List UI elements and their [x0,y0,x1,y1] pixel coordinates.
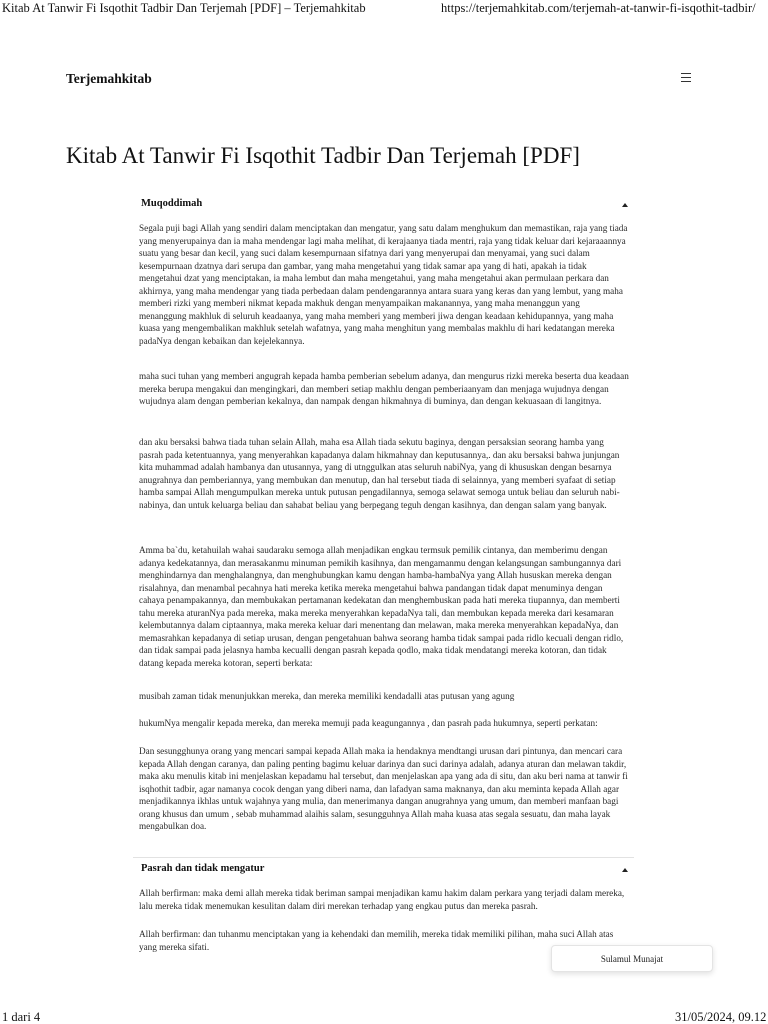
section-heading: Pasrah dan tidak mengatur [141,863,265,874]
paragraph: maha suci tuhan yang memberi angugrah kepada hamba pemberian sebelum adanya, dan mengurus rizki mereka beserta dua keadaan mereka berupa mengakui dan mengingkari, dan memberi setiap makhlu dengan pemberiaanyam dan menjaga wujudnya dengan wujudnya alam dengan pemberian kekalnya, dan nampak dengan hikmahnya di buminya, dan dengan kekuasaan di langitnya. [139,371,629,406]
paragraph: Dan sesungghunya orang yang mencari sampai kepada Allah maka ia hendaknya mendtangi urusan dari pintunya, dan mencari cara kepada Allah dengan caranya, dan paling penting bagimu keluar darinya dan suci darinya adalah, adanya aturan dan melawan takdir, maka aku menulis kitab ini menjelaskan kepadamu hal tersebut, dan menjelaskan apa yang ada di situ, dan aku beri nama at tanwir fi isqhothit tadbir, agar namanya cocok dengan yang diberi nama, dan lafadyan sama maknanya, dan aku meminta kepada Allah agar menjadikannya ikhlas untuk wajahnya yang mulia, dan menerimanya dangan anugrahnya yang umum, dan memberi manfaan bagi orang khusus dan umum , sebab muhammad alaihis salam, sesungguhnya Allah maha kuasa atas segala sesuatu, dan maha layak mengabulkan doa. [139,746,628,831]
paragraph: Allah berfirman: maka demi allah mereka tidak beriman sampai menjadikan kamu hakim dalam perkara yang terjadi dalam mereka, lalu mereka tidak menemukan kesulitan dalam diri merekan terhadap yang engkau putus dan mereka pasrah. [139,888,625,911]
page-title: Kitab At Tanwir Fi Isqothit Tadbir Dan Terjemah [PDF] [66,143,580,168]
hamburger-menu-icon[interactable] [681,73,691,82]
caret-up-icon [622,203,628,207]
print-datetime: 31/05/2024, 09.12 [675,1010,767,1024]
print-page-title: Kitab At Tanwir Fi Isqothit Tadbir Dan Terjemah [PDF] – Terjemahkitab [2,1,366,15]
paragraph: Amma ba`du, ketahuilah wahai saudaraku semoga allah menjadikan engkau termsuk pemilik cintanya, dan memberimu dengan adanya kedekatannya, dan merasakanmu minuman pemikih kasihnya, dan mengamanmu dengan kelangsungan sambungannya dari menghindarnya dan menghalangnya, dan menghubungkan kamu dengan hamba-hambaNya yang Allah hususkan mereka dengan risalahnya, dan menambal pecahnya hati mereka ketika mereka mengetahui bahwa pandangan tidak dapat menuminya dengan cahaya penampakannya, dan membukakan pertamanan kedekatan dan menghembuskan pada hati mereka tiupannya, dan memberti tahu mereka aturanNya pada mereka, maka mereka menyerahkan kepadaNya tali, dan membukan kepada mereka dari kesamaran kelembutannya dalam ciptaannya, maka mereka keluar dari menentang dan melawan, maka mereka menyerahkan kepadaNya, dan memasrahkan kepadanya di setiap urusan, dengan pengetahuan bahwa seorang hamba tidak sampai pada ridlo kecuali dengan ridlo, dan tidak sampai pada jelasnya hamba kecualli dengan pasrah kepada qodlo, maka tidak mendatangi mereka kotoran, dan tidak datang kepada mereka kotoran, seperti berkata: [139,545,624,668]
section-toggle-muqoddimah[interactable] [133,193,634,217]
site-title-link[interactable]: Terjemahkitab [66,71,152,86]
print-header [0,0,768,20]
print-footer [0,1010,768,1024]
site-header [66,70,698,92]
paragraph: musibah zaman tidak menunjukkan mereka, dan mereka memiliki kendadalli atas putusan yang agung [139,691,515,701]
paragraph: Segala puji bagi Allah yang sendiri dalam menciptakan dan mengatur, yang satu dalam menghukum dan memastikan, raja yang tiada yang menyerupainya dan ia maha mendengar lagi maha melihat, di kerajaanya tiada mentri, raja yang tidak keluar dari kejaraaannya suatu yang besar dan kecil, yang suci dalam kesempurnaan sifatnya dari yang menyerupai dan menyamai, yang suci dalam kesempurnaan dzatnya dari serupa dan gambar, yang maha mengetahui yang tidak samar apa yang di hati, apakah ia tidak mengetahui dzat yang menciptakan, ia maha lembut dan maha mengetahui, yang maha mengetahui akan permulaan perkara dan akhirnya, yang maha mendengar yang tiada perbedaan dalam pendengarannya antara suara yang keras dan yang lembut, yang maha memberi rizki yang memberi nikmat kepada makhuk dengan menyampaikan makanannya, yang maha menanggun yang menanggung makhluk di seluruh keadaanya, yang maha memberi yang memberi jiwa dengan keadaan kehidupannya, yang maha kuasa yang mengembalikan makhluk setelah wafatnya, yang maha menghitun yang membalas makhlu di hari kedatangan mereka padaNya dengan kebaikan dan kejelekannya. [139,223,628,346]
toc-floating-button[interactable]: Sulamul Munajat [551,945,713,972]
print-page-number: 1 dari 4 [2,1010,41,1024]
print-page-url: https://terjemahkitab.com/terjemah-at-tanwir-fi-isqothit-tadbir/ [441,1,756,15]
section-toggle-pasrah[interactable] [133,857,634,882]
paragraph: hukumNya mengalir kepada mereka, dan mereka memuji pada keagungannya , dan pasrah pada hukumnya, seperti perkatan: [139,718,598,728]
paragraph: dan aku bersaksi bahwa tiada tuhan selain Allah, maha esa Allah tiada sekutu baginya, dengan persaksian seorang hamba yang pasrah pada ketentuannya, yang menyerahkan kapadanya dalam hikmahnay dan keputusannya,. dan aku bersaksi bahwa junjungan kita muhammad adalah hambanya dan utusannya, yang di utnggulkan atas seluruh nabiNya, yang di khususkan dengan besarnya anugrahnya dan pemberiannya, yang membukan dan menutup, dan hal tersebut tiada di selainnya, yang memberi syafaat di setiap hamba sampai Allah mengumpulkan mereka untuk putusan pengadilannya, semoga selawat semoga untuk beliau dan seluruh nabi-nabinya, dan untuk keluarga beliau dan sahabat beliau yang berpegang teguh dengan kasihnya, dan dengan salam yang banyak. [139,437,620,510]
paragraph: Allah berfirman: dan tuhanmu menciptakan yang ia kehendaki dan memilih, mereka tidak memiliki pilihan, maha suci Allah atas yang mereka sifati. [139,929,614,952]
caret-up-icon [622,868,628,872]
section-heading: Muqoddimah [141,198,203,209]
